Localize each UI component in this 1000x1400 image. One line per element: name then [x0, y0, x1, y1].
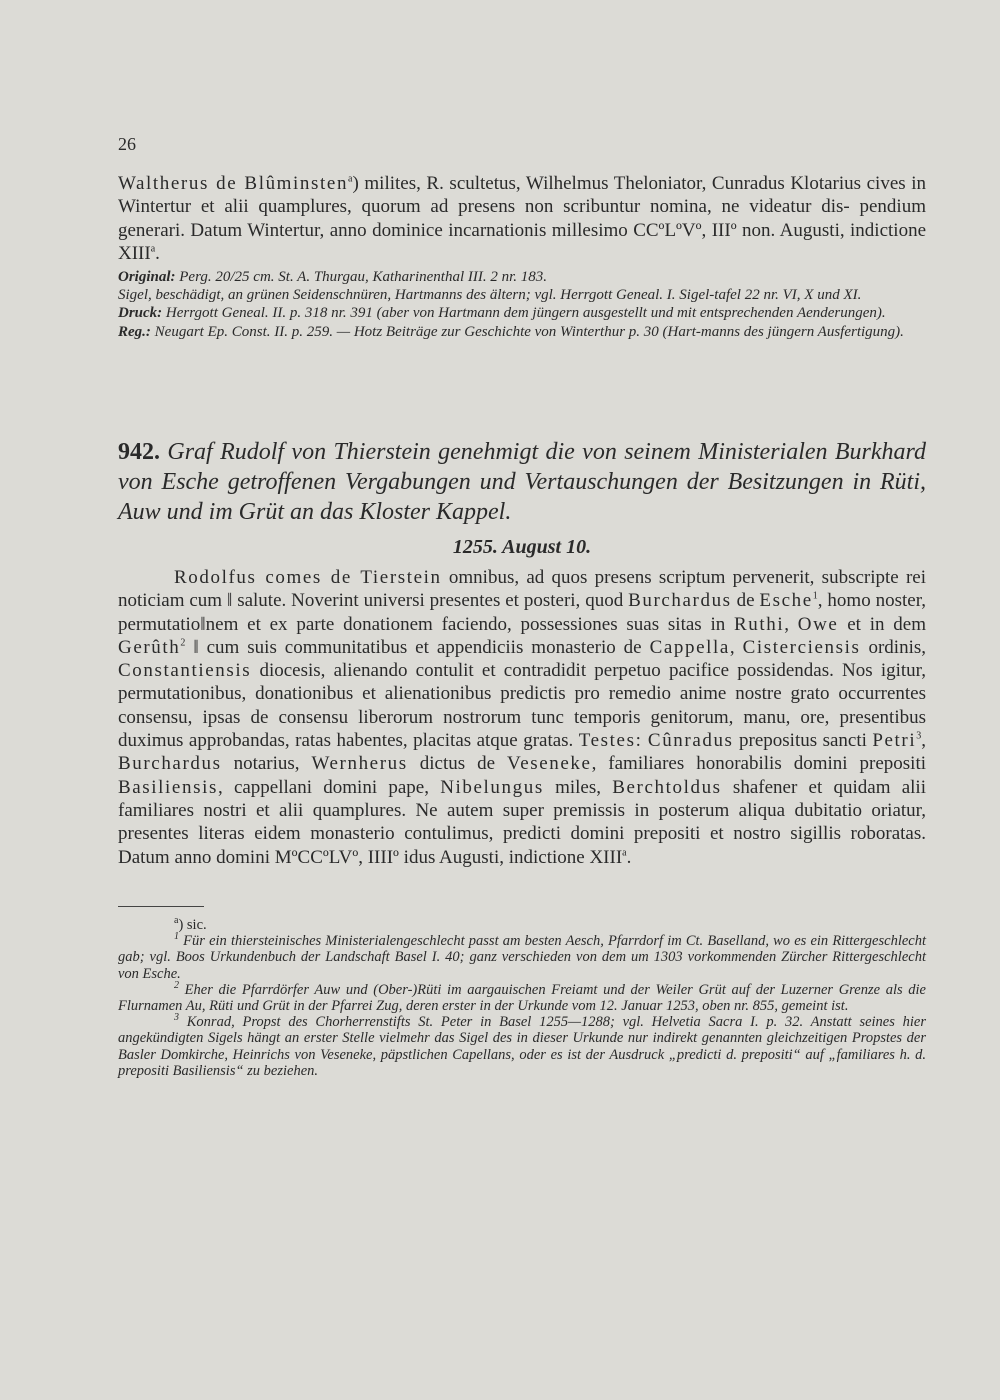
- prev-text-4: Augusti, indictione XIII: [118, 219, 927, 264]
- footnote-2-text: Eher die Pfarrdörfer Auw und (Ober-)Rüti im aargauischen Freiamt und der Weiler Grüt auf der Luzerner Grenze als die Flurnamen Au, Rüti und Grüt in der Pfarrei Zug, deren erster in der Urkunde vom 12. Januar 1253, oben nr. 855, gemeint ist.: [118, 981, 926, 1015]
- place-ruthi: Ruthi: [734, 613, 785, 635]
- footnote-ref-a-2: a: [150, 243, 156, 255]
- charter-number: 942.: [118, 439, 160, 465]
- body-segment: et in dem: [838, 613, 927, 635]
- source-notes: [118, 268, 926, 341]
- footnote-3-mark: 3: [174, 1012, 179, 1024]
- name-burchardus: Burchardus: [628, 590, 732, 612]
- name-petri: Petri: [872, 730, 917, 752]
- footnote-1-mark: 1: [174, 931, 179, 943]
- footnote-3-text: Konrad, Propst des Chorherrenstifts St. Peter in Basel 1255—1288; vgl. Helvetia Sacra I. p. 32. Anstatt seines hier angekündigten Sigels hängt an erster Stelle vielmehr das Sigel des in dieser Urkunde nur indirekt genannten gleichzeitigen Propstes der Basler Domkirche, Heinrichs von Veseneke, päpstlichen Capellans, oder es ist der Ausdruck „predicti d. prepositi“ auf „familiares h. d. prepositi Basiliensis“ zu beziehen.: [118, 1014, 926, 1079]
- footnote-a-mark: a: [174, 915, 179, 927]
- charter-body: [118, 566, 926, 869]
- reg-note: [118, 323, 926, 341]
- footnote-1: [118, 933, 926, 982]
- body-segment: miles,: [543, 776, 613, 798]
- druck-text: Herrgott Geneal. II. p. 318 nr. 391 (aber von Hartmann dem jüngern ausgestellt und mit entsprechenden Aenderungen).: [162, 305, 886, 322]
- druck-note: [118, 304, 926, 322]
- body-segment: notarius,: [221, 753, 312, 775]
- body-segment: diocesis, alienando contulit et contradidit perpetuo pacifice possidendas. Nos igitur, permutationibus, donationibus et alienationibus predictis pro remedio anime nostre grato occurrentes consensu, ipsas de consensu liberorum nostrorum tunc temporis genitorum, manu, ore, presentibus duximus approbandas, ratas habentes, placitas atque gratas.: [118, 660, 926, 752]
- charter-title: Graf Rudolf von Thierstein genehmigt die von seinem Ministerialen Burkhard von Esche getroffenen Vergabungen und Vertauschungen der Besitzungen in Rüti, Auw und im Grüt an das Kloster Kappel.: [118, 439, 926, 525]
- sigel-note: Sigel, beschädigt, an grünen Seidenschnüren, Hartmanns des ältern; vgl. Herrgott Geneal. I. Sigel-tafel 22 nr. VI, X und XI.: [118, 287, 862, 304]
- prev-text-2: cives in Wintertur et alii quamplures, quorum ad presens non scribuntur nomina, ne videatur dis-: [118, 173, 927, 218]
- footnote-ref-a-3: a: [622, 847, 627, 859]
- footnote-ref-2: 2: [180, 637, 186, 649]
- previous-charter-end: [118, 172, 926, 265]
- prev-text-3: pendium generari. Datum Wintertur, anno dominice incarnationis millesimo CCºLºVº, IIIº non.: [118, 196, 926, 241]
- reg-label: Reg.:: [118, 323, 151, 340]
- original-note: [118, 268, 926, 286]
- name-esche: Esche: [759, 590, 813, 612]
- name-nibelungus: Nibelungus: [440, 776, 544, 798]
- order-cisterciensis: Cisterciensis: [742, 636, 861, 658]
- footnote-3: [118, 1014, 926, 1079]
- body-segment: .: [626, 846, 632, 868]
- footnote-ref-1: 1: [812, 590, 818, 602]
- footnote-rule: [118, 906, 204, 907]
- druck-label: Druck:: [118, 305, 163, 322]
- body-segment: ,: [784, 613, 798, 635]
- name-wernherus: Wernherus: [311, 753, 408, 775]
- body-segment: prepositus sancti: [733, 730, 873, 752]
- body-segment: ,: [921, 730, 926, 752]
- footnote-2: [118, 979, 926, 1015]
- body-segment: dictus de: [407, 753, 508, 775]
- original-text: Perg. 20/25 cm. St. A. Thurgau, Katharinenthal III. 2 nr. 183.: [175, 269, 548, 285]
- footnote-ref-3: 3: [916, 730, 922, 742]
- charter-date: 1255. August 10.: [452, 536, 592, 558]
- testes-label: Testes:: [578, 730, 643, 752]
- body-segment: ‖ cum suis communitatibus et appendiciis monasterio de: [185, 636, 650, 658]
- name-cunradus: Cûnradus: [647, 730, 734, 752]
- name-waltherus: Waltherus de Blûminsten: [118, 173, 349, 194]
- footnotes: [118, 917, 926, 1079]
- body-segment: , familiares honorabilis domini prepositi: [591, 753, 927, 775]
- name-berchtoldus: Berchtoldus: [612, 776, 722, 798]
- charter-heading: [118, 437, 926, 527]
- body-segment: ,: [729, 636, 743, 658]
- footnote-a-text: ) sic.: [178, 917, 207, 933]
- body-segment: , cappellani domini pape,: [217, 776, 441, 798]
- body-segment: shafener et quidam alii familiares nostri et alii quamplures. Ne autem super premissis in posterum aliqua dubitatio oriatur, presentes literas eidem monasterio contulimus, predicti domini prepositi et nostro sigillis roboratas. Datum anno domini MºCCºLVº, IIIIº idus Augusti, indictione XIII: [118, 776, 926, 868]
- page-number: 26: [118, 134, 136, 154]
- prev-text-5: .: [155, 242, 160, 264]
- diocese-constantiensis: Constantiensis: [118, 660, 252, 682]
- original-label: Original:: [118, 269, 176, 285]
- name-burchardus-notarius: Burchardus: [118, 753, 222, 775]
- place-basiliensis: Basiliensis: [118, 776, 218, 798]
- name-veseneke: Veseneke: [507, 753, 592, 775]
- place-geruth: Gerûth: [118, 636, 181, 658]
- reg-text: Neugart Ep. Const. II. p. 259. — Hotz Beiträge zur Geschichte von Winterthur p. 30 (Hart-manns des jüngern Ausfertigung).: [150, 323, 904, 340]
- body-segment: ordinis,: [860, 636, 926, 658]
- body-segment: , homo noster, permutatio‖nem et ex parte donationem faciendo, possessiones suas sitas in: [118, 590, 927, 635]
- footnote-2-mark: 2: [174, 979, 179, 991]
- footnote-1-text: Für ein thiersteinisches Ministerialengeschlecht passt am besten Aesch, Pfarrdorf im Ct. Baselland, wo es ein Rittergeschlecht gab; vgl. Boos Urkundenbuch der Landschaft Basel I. 40; ganz verschieden von dem um 1303 vorkommenden Zürcher Rittergeschlecht von Esche.: [118, 933, 926, 982]
- name-tierstein: Tierstein: [360, 567, 442, 588]
- footnote-ref-a: a: [348, 173, 353, 185]
- body-segment: Rodolfus comes de: [174, 567, 361, 588]
- prev-text-1: ) milites, R. scultetus, Wilhelmus Theloniator, Cunradus Klotarius: [352, 173, 862, 194]
- body-segment: de: [731, 590, 760, 612]
- place-cappella: Cappella: [649, 636, 730, 658]
- body-segment: omnibus, ad quos presens scriptum pervenerit, subscripte rei noticiam cum ‖ salute. Noverint universi presentes et posteri, quod: [118, 567, 927, 612]
- footnote-a: [118, 917, 926, 933]
- place-owe: Owe: [797, 613, 839, 635]
